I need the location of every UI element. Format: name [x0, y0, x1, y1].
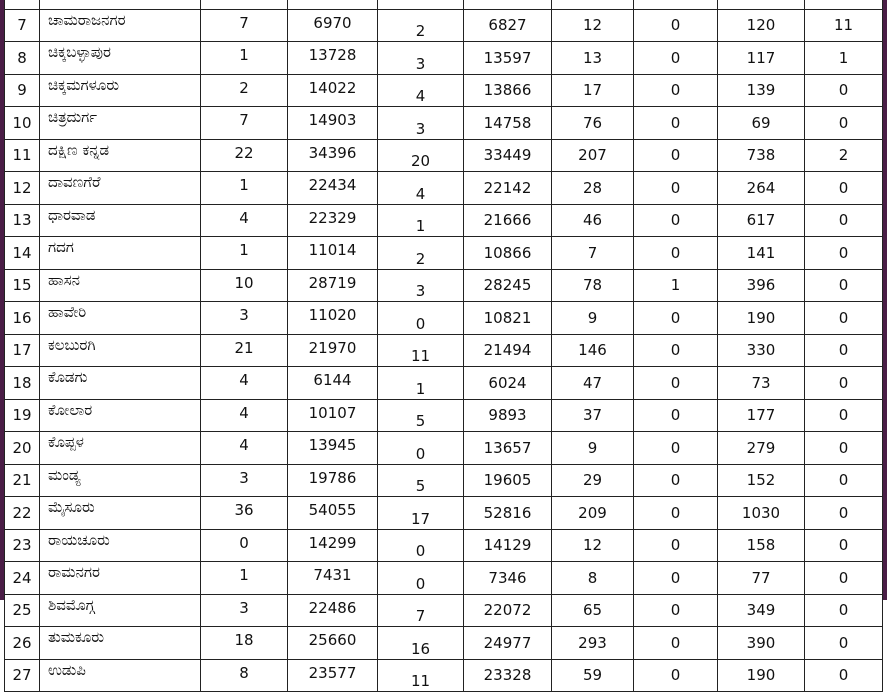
cell-value-c1: 4: [201, 432, 288, 465]
cell-value-c2: 28719: [288, 269, 378, 302]
cell-district-name: ರಾಮನಗರ: [40, 562, 201, 595]
table-row: [5, 432, 883, 465]
cell-value-c2: 19786: [288, 464, 378, 497]
cell-district-name: [40, 0, 201, 9]
cell-value-c7: 69: [718, 107, 805, 140]
cell-value-c5: 17: [552, 74, 634, 107]
cell-value-c4: 22142: [464, 172, 552, 205]
cell-value-c2: 14299: [288, 529, 378, 562]
table-row: [5, 594, 883, 627]
cell-value-c6: 0: [634, 334, 718, 367]
cell-value-c8: 0: [805, 367, 883, 400]
cell-district-name: ಧಾರವಾಡ: [40, 204, 201, 237]
cell-serial-number: 14: [5, 237, 40, 270]
cell-district-name: ಶಿವಮೊಗ್ಗ: [40, 594, 201, 627]
table-row: [5, 269, 883, 302]
table-row: [5, 334, 883, 367]
cell-value-c4: 33449: [464, 139, 552, 172]
table-row: [5, 9, 883, 42]
cell-serial-number: 21: [5, 464, 40, 497]
cell-value-c3: 0: [378, 529, 464, 562]
district-cases-table: [4, 0, 883, 692]
cell-value-c5: 47: [552, 367, 634, 400]
cell-value-c2: 22486: [288, 594, 378, 627]
cell-value-c2: 11014: [288, 237, 378, 270]
cell-serial-number: 26: [5, 627, 40, 660]
cell-value-c5: 209: [552, 497, 634, 530]
cell-value-c2: 11020: [288, 302, 378, 335]
cell-value-c6: 0: [634, 204, 718, 237]
cell-value-c6: 0: [634, 139, 718, 172]
cell-value-c7: 177: [718, 399, 805, 432]
cell-serial-number: 19: [5, 399, 40, 432]
cell-value-c8: 0: [805, 464, 883, 497]
cell-value-c3: 4: [378, 74, 464, 107]
cell-value-c6: 0: [634, 594, 718, 627]
cell-value-c6: [634, 0, 718, 9]
cell-value-c8: 0: [805, 432, 883, 465]
cell-serial-number: 24: [5, 562, 40, 595]
cell-value-c5: 65: [552, 594, 634, 627]
cell-value-c1: 18: [201, 627, 288, 660]
cell-value-c7: 349: [718, 594, 805, 627]
table-body: [5, 0, 883, 692]
cell-value-c4: [464, 0, 552, 9]
cell-serial-number: 7: [5, 9, 40, 42]
cell-value-c3: 2: [378, 237, 464, 270]
cell-value-c7: 617: [718, 204, 805, 237]
cell-value-c4: 10866: [464, 237, 552, 270]
cell-value-c8: 0: [805, 529, 883, 562]
cell-value-c6: 0: [634, 74, 718, 107]
cell-value-c3: 11: [378, 334, 464, 367]
cell-value-c1: 3: [201, 302, 288, 335]
cell-value-c8: 0: [805, 302, 883, 335]
table-row: [5, 172, 883, 205]
cell-value-c1: 0: [201, 529, 288, 562]
cell-value-c3: 2: [378, 9, 464, 42]
cell-value-c5: 29: [552, 464, 634, 497]
cell-value-c8: 0: [805, 627, 883, 660]
cell-district-name: ದಕ್ಷಿಣ ಕನ್ನಡ: [40, 139, 201, 172]
cell-district-name: ಕೊಪ್ಪಳ: [40, 432, 201, 465]
cell-value-c8: 0: [805, 107, 883, 140]
cell-value-c2: 34396: [288, 139, 378, 172]
cell-value-c4: 21494: [464, 334, 552, 367]
cell-value-c7: 77: [718, 562, 805, 595]
cell-serial-number: 9: [5, 74, 40, 107]
cell-value-c6: 1: [634, 269, 718, 302]
cell-value-c5: 46: [552, 204, 634, 237]
cell-value-c3: 7: [378, 594, 464, 627]
cell-serial-number: 15: [5, 269, 40, 302]
cell-district-name: ರಾಯಚೂರು: [40, 529, 201, 562]
cell-value-c7: 330: [718, 334, 805, 367]
cell-value-c2: 7431: [288, 562, 378, 595]
cell-value-c5: 76: [552, 107, 634, 140]
cell-serial-number: 12: [5, 172, 40, 205]
cell-serial-number: 10: [5, 107, 40, 140]
cell-value-c5: 8: [552, 562, 634, 595]
cell-value-c4: 13657: [464, 432, 552, 465]
cell-value-c4: 13866: [464, 74, 552, 107]
cell-value-c6: 0: [634, 367, 718, 400]
cell-value-c1: 21: [201, 334, 288, 367]
cell-value-c4: 22072: [464, 594, 552, 627]
cell-value-c1: 8: [201, 659, 288, 692]
cell-value-c4: 24977: [464, 627, 552, 660]
cell-district-name: ಚಿಕ್ಕಬಳ್ಳಾಪುರ: [40, 42, 201, 75]
cell-value-c1: 4: [201, 204, 288, 237]
cell-value-c8: 0: [805, 269, 883, 302]
cell-value-c2: 22329: [288, 204, 378, 237]
table-row: [5, 107, 883, 140]
cell-serial-number: 23: [5, 529, 40, 562]
cell-value-c1: 3: [201, 594, 288, 627]
cell-value-c6: 0: [634, 9, 718, 42]
cell-district-name: ಮಂಡ್ಯ: [40, 464, 201, 497]
table-row: [5, 562, 883, 595]
cell-value-c3: 11: [378, 659, 464, 692]
cell-value-c1: [201, 0, 288, 9]
cell-value-c2: 25660: [288, 627, 378, 660]
cell-value-c2: 14903: [288, 107, 378, 140]
cell-value-c7: 1030: [718, 497, 805, 530]
cell-serial-number: 16: [5, 302, 40, 335]
cell-value-c3: [378, 0, 464, 9]
cell-value-c7: 279: [718, 432, 805, 465]
cell-value-c6: 0: [634, 627, 718, 660]
cell-value-c2: [288, 0, 378, 9]
cell-value-c3: 3: [378, 107, 464, 140]
cell-district-name: ಚಾಮರಾಜನಗರ: [40, 9, 201, 42]
cell-value-c7: 152: [718, 464, 805, 497]
table-row: [5, 237, 883, 270]
cell-value-c4: 14129: [464, 529, 552, 562]
cell-value-c7: [718, 0, 805, 9]
cell-district-name: ಉಡುಪಿ: [40, 659, 201, 692]
cell-value-c1: 4: [201, 367, 288, 400]
cell-district-name: ತುಮಕೂರು: [40, 627, 201, 660]
cell-value-c3: 20: [378, 139, 464, 172]
cell-value-c6: 0: [634, 659, 718, 692]
cell-value-c6: 0: [634, 399, 718, 432]
cell-value-c3: 3: [378, 269, 464, 302]
cell-value-c4: 9893: [464, 399, 552, 432]
cell-value-c5: 12: [552, 9, 634, 42]
cell-serial-number: 25: [5, 594, 40, 627]
cell-value-c8: 0: [805, 172, 883, 205]
cell-value-c8: 1: [805, 42, 883, 75]
cell-value-c8: 0: [805, 659, 883, 692]
cell-value-c5: 7: [552, 237, 634, 270]
cell-value-c4: 14758: [464, 107, 552, 140]
cell-value-c2: 13728: [288, 42, 378, 75]
cell-value-c3: 4: [378, 172, 464, 205]
cell-value-c4: 28245: [464, 269, 552, 302]
cell-value-c8: 0: [805, 497, 883, 530]
cell-value-c2: 10107: [288, 399, 378, 432]
cell-value-c5: 9: [552, 432, 634, 465]
cell-district-name: ಮೈಸೂರು: [40, 497, 201, 530]
cell-serial-number: 20: [5, 432, 40, 465]
cell-value-c6: 0: [634, 497, 718, 530]
cell-value-c1: 22: [201, 139, 288, 172]
cell-serial-number: [5, 0, 40, 9]
cell-value-c7: 390: [718, 627, 805, 660]
cell-value-c1: 1: [201, 562, 288, 595]
cell-value-c5: 37: [552, 399, 634, 432]
cell-value-c3: 17: [378, 497, 464, 530]
cell-value-c5: 293: [552, 627, 634, 660]
cell-value-c4: 10821: [464, 302, 552, 335]
cell-value-c8: 0: [805, 237, 883, 270]
cell-value-c1: 1: [201, 172, 288, 205]
cell-value-c1: 2: [201, 74, 288, 107]
cell-serial-number: 17: [5, 334, 40, 367]
cell-value-c5: 59: [552, 659, 634, 692]
cell-value-c7: 738: [718, 139, 805, 172]
cell-value-c2: 6144: [288, 367, 378, 400]
cell-value-c3: 1: [378, 204, 464, 237]
cell-value-c8: 0: [805, 334, 883, 367]
cell-district-name: ಚಿಕ್ಕಮಗಳೂರು: [40, 74, 201, 107]
cell-value-c3: 5: [378, 464, 464, 497]
cell-value-c8: 0: [805, 74, 883, 107]
cell-value-c2: 21970: [288, 334, 378, 367]
cell-value-c7: 139: [718, 74, 805, 107]
cell-value-c7: 264: [718, 172, 805, 205]
cell-district-name: ಹಾಸನ: [40, 269, 201, 302]
cell-value-c7: 120: [718, 9, 805, 42]
table-row: [5, 464, 883, 497]
cell-value-c8: 11: [805, 9, 883, 42]
table-row: [5, 399, 883, 432]
cell-serial-number: 27: [5, 659, 40, 692]
cell-value-c5: 207: [552, 139, 634, 172]
cell-value-c6: 0: [634, 42, 718, 75]
cell-value-c6: 0: [634, 432, 718, 465]
cell-value-c3: 3: [378, 42, 464, 75]
cell-value-c4: 52816: [464, 497, 552, 530]
table-row: [5, 0, 883, 9]
cell-value-c2: 22434: [288, 172, 378, 205]
cell-value-c2: 6970: [288, 9, 378, 42]
cell-serial-number: 11: [5, 139, 40, 172]
table-row: [5, 659, 883, 692]
cell-value-c1: 10: [201, 269, 288, 302]
cell-value-c3: 0: [378, 562, 464, 595]
cell-value-c4: 13597: [464, 42, 552, 75]
cell-value-c1: 1: [201, 237, 288, 270]
table-row: [5, 627, 883, 660]
cell-value-c7: 158: [718, 529, 805, 562]
cell-value-c2: 13945: [288, 432, 378, 465]
cell-value-c3: 5: [378, 399, 464, 432]
cell-value-c2: 23577: [288, 659, 378, 692]
table-row: [5, 367, 883, 400]
cell-serial-number: 18: [5, 367, 40, 400]
cell-value-c1: 4: [201, 399, 288, 432]
cell-district-name: ಕಲಬುರಗಿ: [40, 334, 201, 367]
cell-value-c3: 1: [378, 367, 464, 400]
table-row: [5, 529, 883, 562]
cell-value-c5: [552, 0, 634, 9]
cell-value-c6: 0: [634, 529, 718, 562]
cell-value-c4: 6024: [464, 367, 552, 400]
table-row: [5, 42, 883, 75]
cell-value-c1: 7: [201, 9, 288, 42]
cell-value-c6: 0: [634, 464, 718, 497]
cell-value-c4: 21666: [464, 204, 552, 237]
cell-value-c5: 13: [552, 42, 634, 75]
cell-value-c5: 146: [552, 334, 634, 367]
cell-value-c7: 190: [718, 659, 805, 692]
cell-value-c1: 7: [201, 107, 288, 140]
cell-value-c4: 19605: [464, 464, 552, 497]
cell-value-c5: 12: [552, 529, 634, 562]
cell-value-c8: 0: [805, 399, 883, 432]
cell-district-name: ಚಿತ್ರದುರ್ಗ: [40, 107, 201, 140]
cell-district-name: ಹಾವೇರಿ: [40, 302, 201, 335]
cell-value-c7: 190: [718, 302, 805, 335]
cell-value-c2: 54055: [288, 497, 378, 530]
cell-value-c1: 1: [201, 42, 288, 75]
cell-value-c5: 9: [552, 302, 634, 335]
cell-value-c3: 16: [378, 627, 464, 660]
cell-value-c8: 0: [805, 562, 883, 595]
cell-value-c6: 0: [634, 237, 718, 270]
cell-district-name: ದಾವಣಗೆರೆ: [40, 172, 201, 205]
cell-serial-number: 8: [5, 42, 40, 75]
cell-value-c7: 396: [718, 269, 805, 302]
table-row: [5, 497, 883, 530]
cell-value-c1: 3: [201, 464, 288, 497]
cell-value-c7: 73: [718, 367, 805, 400]
cell-serial-number: 13: [5, 204, 40, 237]
cell-value-c8: 0: [805, 204, 883, 237]
cell-value-c4: 23328: [464, 659, 552, 692]
cell-value-c3: 0: [378, 432, 464, 465]
cell-value-c8: 0: [805, 594, 883, 627]
cell-value-c2: 14022: [288, 74, 378, 107]
cell-value-c3: 0: [378, 302, 464, 335]
cell-value-c8: [805, 0, 883, 9]
table-row: [5, 204, 883, 237]
cell-value-c7: 117: [718, 42, 805, 75]
table-row: [5, 302, 883, 335]
cell-value-c6: 0: [634, 172, 718, 205]
cell-value-c5: 28: [552, 172, 634, 205]
cell-value-c6: 0: [634, 302, 718, 335]
cell-value-c6: 0: [634, 107, 718, 140]
cell-value-c6: 0: [634, 562, 718, 595]
cell-district-name: ಗದಗ: [40, 237, 201, 270]
cell-value-c4: 6827: [464, 9, 552, 42]
cell-district-name: ಕೋಲಾರ: [40, 399, 201, 432]
cell-value-c1: 36: [201, 497, 288, 530]
cell-value-c4: 7346: [464, 562, 552, 595]
table-row: [5, 74, 883, 107]
cell-value-c5: 78: [552, 269, 634, 302]
cell-value-c8: 2: [805, 139, 883, 172]
cell-value-c7: 141: [718, 237, 805, 270]
table-row: [5, 139, 883, 172]
cell-serial-number: 22: [5, 497, 40, 530]
cell-district-name: ಕೊಡಗು: [40, 367, 201, 400]
